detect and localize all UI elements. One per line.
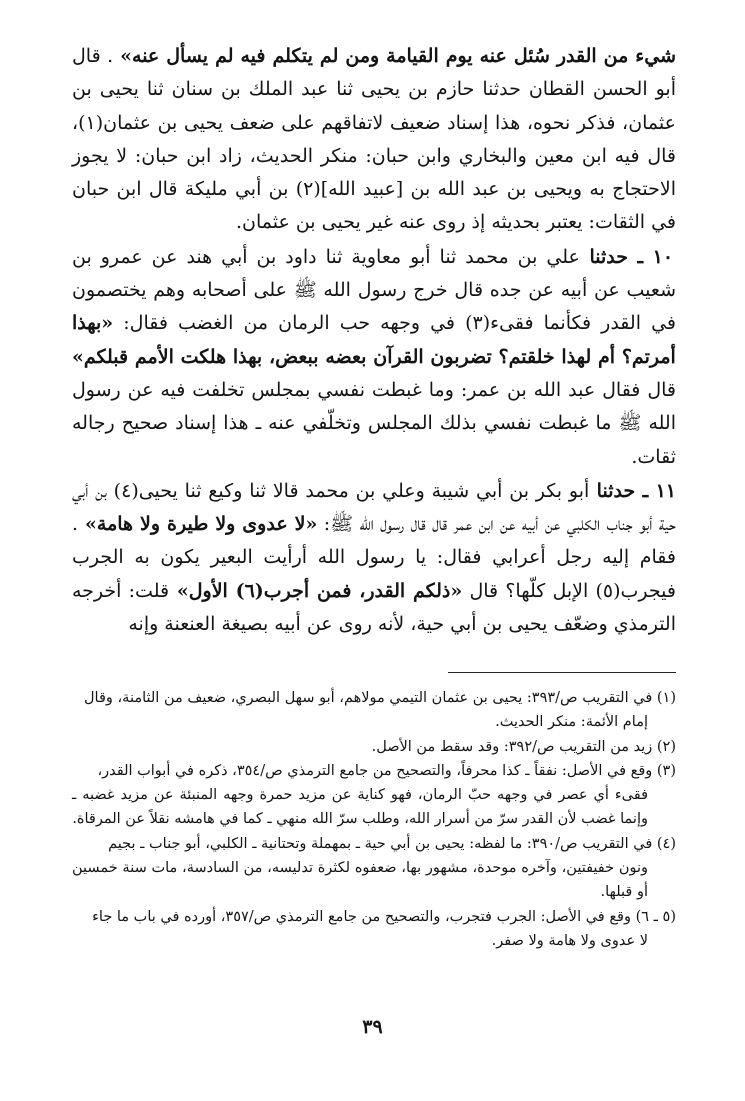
- text-span: بحديثه إذ روى عنه غير يحيى بن عثمان.: [235, 211, 541, 234]
- footnote-line: (٣) وقع في الأصل: نفقاً ـ كذا محرفاً، والتصحيح من جامع الترمذي ص/٣٥٤، ذكره في أبواب القدر،: [97, 762, 676, 779]
- text-span: نفسي بذلك المجلس وتخلّفي عنه ـ هذا إسناد صحيح رجاله ثقات.: [72, 412, 676, 468]
- footnote-divider: [448, 672, 676, 673]
- footnote-1-continuation: [72, 710, 676, 734]
- footnote-line: لا عدوى ولا هامة ولا صفر.: [491, 932, 648, 949]
- footnote-3: [72, 759, 676, 783]
- page-number: ٣٩: [362, 1016, 383, 1038]
- text-span: القطان حدثنا حازم بن يحيى ثنا عبد الملك بن سنان ثنا يحيى بن عثمان، فذكر: [72, 78, 676, 134]
- paragraph-1: [72, 40, 676, 240]
- footnotes: [72, 686, 676, 953]
- text-span: أبو بكر بن أبي شيبة وعلي بن محمد قالا ثنا وكيع ثنا: [177, 479, 590, 502]
- text-span: القدر فكأنما فقىء(٣) في وجهه حب الرمان من الغضب فقال:: [113, 312, 641, 335]
- text-span: قلت:: [121, 579, 170, 602]
- footnote-line: (٤) في التقريب ص/٣٩٠: ما لفظه: يحيى بن أبي حية ـ بمهملة وتحتانية ـ الكلبي، أبو جناب ـ بجيم: [108, 835, 676, 852]
- text-span: قال فقال: [595, 378, 676, 401]
- text-span: يحيى(٤) بن أبي حية أبو جناب الكلبي عن أبيه عن ابن عمر قال قال رسول الله ﷺ:: [72, 479, 676, 536]
- footnote-line: غضب لأن القدر سرّ من أسرار الله، وطلب سرّ الله منهي ـ كما في هامشه نقلاً عن المرقاة.: [72, 811, 616, 828]
- hadith-quote: شيء من القدر سُئل عنه يوم القيامة ومن لم يتكلم فيه لم يسأل عنه»: [113, 45, 676, 67]
- main-text: [72, 40, 676, 641]
- hadith-number: ١١ ـ: [635, 479, 676, 502]
- footnote-line: فقىء أي عصر في وجهه حبّ الرمان، فهو كناية عن مزيد حمرة وجهه المنبئة عن مزيد غضبه ـ وإنما: [72, 787, 648, 828]
- text-span: علي بن محمد ثنا أبو معاوية ثنا داود بن أبي هند عن عمرو بن: [72, 245, 580, 268]
- text-span: معين والبخاري وابن حبان: منكر الحديث، زاد ابن حبان: لا يجوز الاحتجاج به: [72, 144, 676, 201]
- footnote-3-continuation: [72, 783, 676, 832]
- hadith-quote: «ذلكم القدر، فمن أجرب(٦) الأول»: [169, 579, 463, 602]
- footnote-line: (٥ ـ ٦) وقع في الأصل: الجرب فتجرب، والتصحيح من جامع الترمذي ص/٣٥٧، أورده في باب ما جاء: [92, 908, 676, 925]
- text-span: يكون به الجرب فيجرب(٥) الإبل كلّها؟ قال: [72, 546, 676, 602]
- footnote-line: (١) في التقريب ص/٣٩٣: يحيى بن عثمان التيمي مولاهم، أبو سهل البصري، ضعيف من الثامنة، وقال: [84, 690, 676, 706]
- text-span: نحوه، هذا إسناد ضعيف لاتفاقهم على ضعف يحيى بن عثمان(١)، قال فيه ابن: [72, 111, 677, 167]
- text-span: . فقام إليه رجل أعرابي فقال: يا رسول الله أرأيت البعير: [72, 513, 676, 569]
- hadith-quote: «بهذا أمرتم؟ أم لهذا: [72, 312, 676, 368]
- text-span: . قال أبو الحسن: [72, 45, 676, 101]
- footnote-5-6-continuation: [72, 929, 676, 953]
- hadith-number: ١٠ ـ: [627, 245, 674, 268]
- footnote-1: [72, 686, 676, 710]
- paragraph-hadith-11: [72, 475, 676, 641]
- text-span: عبد الله بن عمر: وما غبطت نفسي بمجلس تخلفت فيه عن رسول الله ﷺ ما غبطت: [72, 378, 676, 435]
- footnote-line: قبلها.: [600, 884, 633, 901]
- footnote-line: ونون خفيفتين، وآخره موحدة، مشهور بها، ضعفوه لكثرة تدليسه، من السادسة، مات سنة خمسين أو: [72, 860, 648, 901]
- footnote-5-6: [72, 905, 676, 929]
- hadith-quote: خلقتم؟ تضربون القرآن بعضه ببعض، بهذا هلكت الأمم قبلكم»: [72, 345, 555, 368]
- footnote-line: إمام الأئمة: منكر الحديث.: [495, 714, 648, 731]
- footnote-4: [72, 832, 676, 856]
- text-span: أخرجه الترمذي وضعّف يحيى بن أبي حية، لأنه روى عن أبيه بصيغة العنعنة وإنه: [72, 579, 676, 636]
- text-span: ويحيى بن عبد الله بن [عبيد الله](٢) بن أبي مليكة قال ابن حبان في الثقات: يعتبر: [72, 178, 676, 234]
- haddathana-heading: حدثنا: [579, 245, 628, 268]
- hadith-quote: «لا عدوى ولا طيرة ولا هامة»: [78, 513, 318, 536]
- haddathana-heading: حدثنا: [589, 479, 636, 502]
- footnote-line: (٢) زيد من التقريب ص/٣٩٢: وقد سقط من الأصل.: [371, 738, 676, 755]
- footnote-4-continuation: [72, 856, 676, 905]
- text-span: شعيب عن أبيه عن جده قال خرج رسول الله ﷺ على أصحابه وهم يختصمون في: [72, 279, 676, 335]
- paragraph-hadith-10: [72, 241, 676, 474]
- footnote-2: [72, 735, 676, 759]
